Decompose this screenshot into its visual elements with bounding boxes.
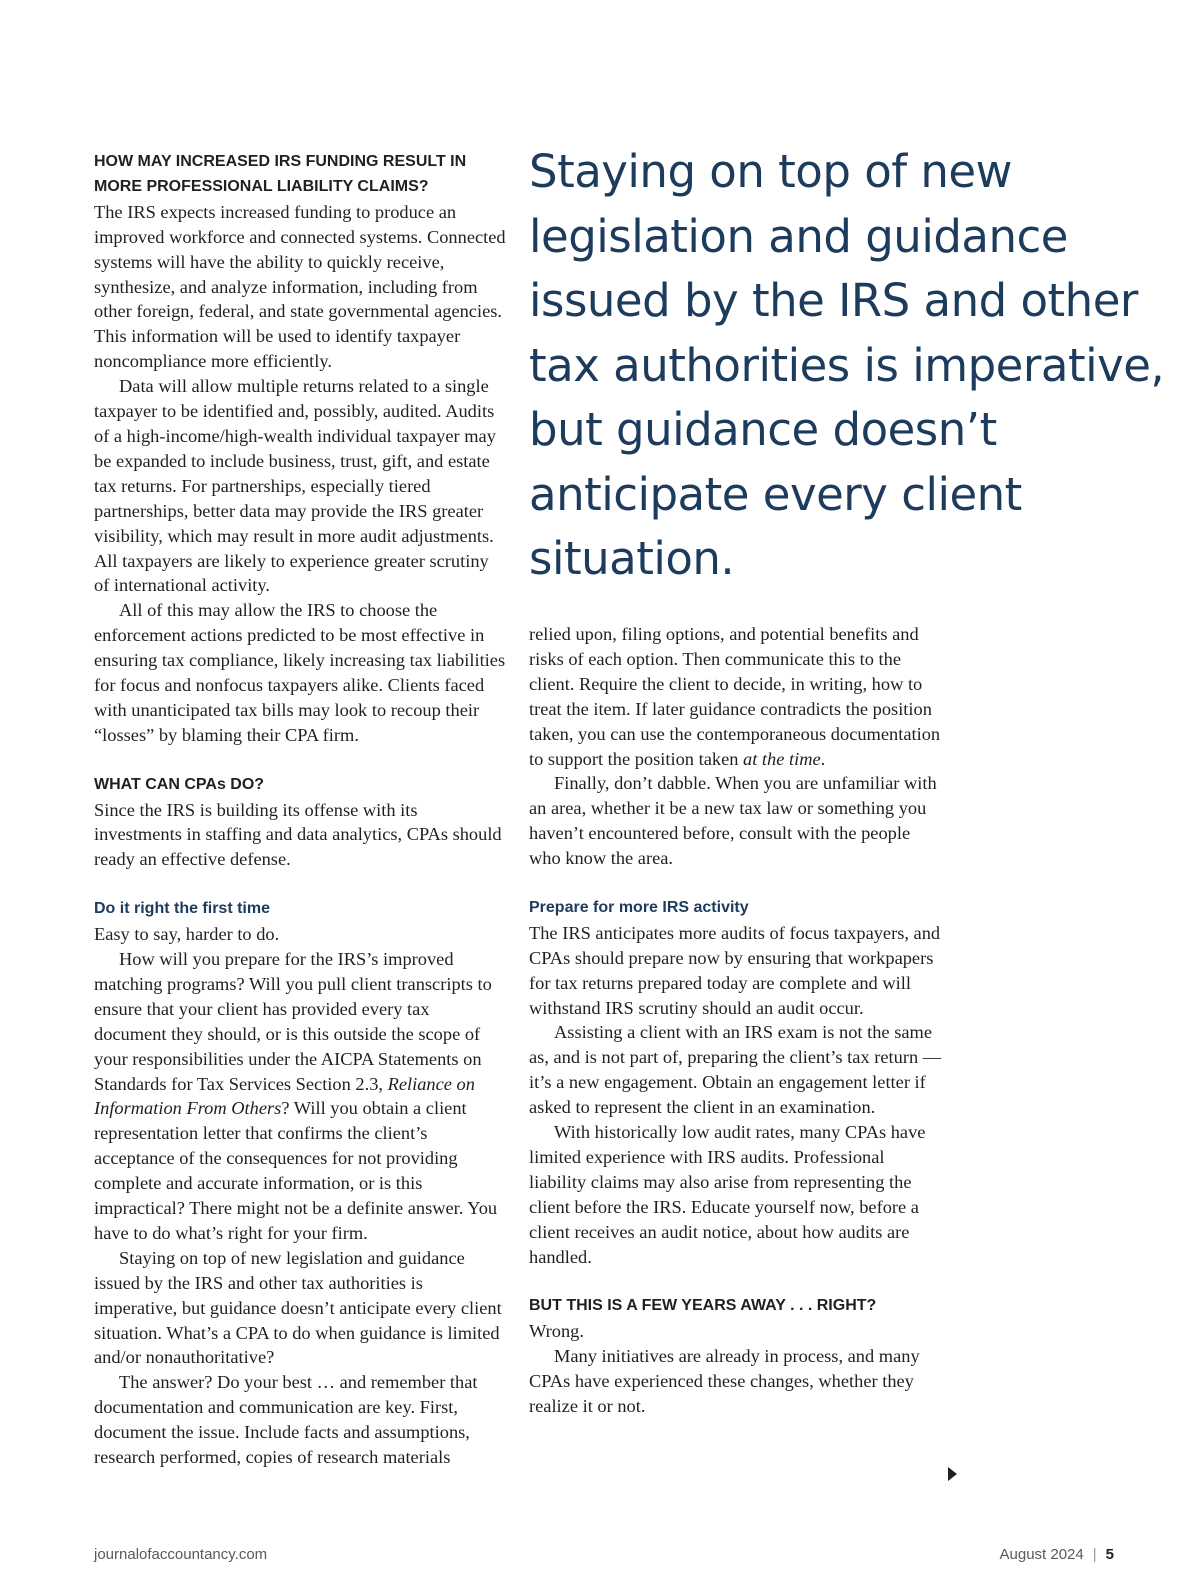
paragraph: Wrong. bbox=[529, 1321, 584, 1342]
text-run: ? Will you obtain a client representation letter that confirms the client’s acceptance of the consequences for not providing complete and accurate information, or is this impractical? There might not be a definite answer. You have to do what’s right for your firm. bbox=[94, 1098, 498, 1243]
footer-page-info bbox=[1000, 1545, 1115, 1565]
section-heading-what-can-cpas-do: WHAT CAN CPAs DO? bbox=[94, 775, 265, 793]
text-run: How will you prepare for the IRS’s improved matching programs? Will you pull client transcripts to ensure that your client has provided every tax document they should, or is this outside the scope of your responsibilities under the AICPA Statements on Standards for Tax Services Section 2.3, bbox=[94, 948, 492, 1094]
paragraph bbox=[94, 947, 506, 1246]
right-column bbox=[529, 622, 944, 1419]
paragraph bbox=[529, 622, 944, 771]
paragraph: The IRS anticipates more audits of focus taxpayers, and CPAs should prepare now by ensuring that workpapers for tax returns prepared today are complete and will withstand IRS scrutiny should an audit occur. bbox=[529, 922, 941, 1018]
paragraph: Staying on top of new legislation and guidance issued by the IRS and other tax authorities is imperative, but guidance doesn’t anticipate every client situation. What’s a CPA to do when guidance is limited and/or nonauthoritative? bbox=[94, 1247, 502, 1368]
subheading-prepare-irs-activity: Prepare for more IRS activity bbox=[529, 898, 749, 916]
paragraph: All of this may allow the IRS to choose the enforcement actions predicted to be most effective in ensuring tax compliance, likely increasing tax liabilities for focus and nonfocus taxpayers alike. Clients faced with unanticipated tax bills may look to recoup their “losses” by blaming their CPA firm. bbox=[94, 600, 506, 745]
paragraph: Assisting a client with an IRS exam is not the same as, and is not part of, preparing the client’s tax return — it’s a new engagement. Obtain an engagement letter if asked to represent the client in an examination. bbox=[529, 1022, 942, 1118]
subheading-do-it-right: Do it right the first time bbox=[94, 900, 270, 918]
paragraph: The IRS expects increased funding to produce an improved workforce and connected systems. Connected systems will have the ability to quickly receive, synthesize, and analyze information, including from other foreign, federal, and state governmental agencies. This information will be used to identify taxpayer noncompliance more efficiently. bbox=[94, 201, 506, 372]
pull-quote: Staying on top of new legislation and guidance issued by the IRS and other tax authorities is imperative, but guidance doesn’t anticipate every client situation. bbox=[529, 145, 1165, 585]
footer-issue-date: August 2024 bbox=[999, 1546, 1084, 1563]
text-run: relied upon, filing options, and potential benefits and risks of each option. Then communicate this to the client. Require the client to decide, in writing, how to treat the item. If later guidance contradicts the position taken, you can use the contemporaneous documentation to support the position taken bbox=[529, 624, 941, 769]
footer-separator: | bbox=[1092, 1546, 1097, 1563]
italic-emphasis: at the time bbox=[743, 748, 821, 769]
section-heading-irs-funding bbox=[94, 150, 506, 200]
paragraph: With historically low audit rates, many CPAs have limited experience with IRS audits. Professional liability claims may also arise from representing the client before the IRS. Educate yourself now, before a client receives an audit notice, about how audits are handled. bbox=[529, 1122, 926, 1267]
text-run: . bbox=[820, 748, 826, 769]
page-number: 5 bbox=[1105, 1546, 1114, 1563]
italic-citation: Reliance on Information From Others bbox=[94, 1073, 475, 1119]
paragraph: Finally, don’t dabble. When you are unfamiliar with an area, whether it be a new tax law or something you haven’t encountered before, consult with the people who know the area. bbox=[529, 773, 937, 869]
section-heading-line-1: HOW MAY INCREASED IRS FUNDING RESULT IN bbox=[94, 153, 467, 170]
paragraph: Since the IRS is building its offense with its investments in staffing and data analytics, CPAs should ready an effective defense. bbox=[94, 799, 502, 870]
left-column bbox=[94, 150, 506, 1470]
paragraph: Easy to say, harder to do. bbox=[94, 924, 280, 945]
section-heading-few-years-away: BUT THIS IS A FEW YEARS AWAY . . . RIGHT? bbox=[529, 1297, 877, 1315]
footer-site-url: journalofaccountancy.com bbox=[94, 1546, 268, 1563]
section-heading-line-2: MORE PROFESSIONAL LIABILITY CLAIMS? bbox=[94, 177, 429, 195]
paragraph: The answer? Do your best … and remember that documentation and communication are key. First, document the issue. Include facts and assumptions, research performed, copies of research materials bbox=[94, 1372, 478, 1468]
continue-arrow-icon bbox=[948, 1467, 957, 1481]
paragraph: Many initiatives are already in process, and many CPAs have experienced these changes, whether they realize it or not. bbox=[529, 1346, 920, 1417]
paragraph: Data will allow multiple returns related to a single taxpayer to be identified and, possibly, audited. Audits of a high-income/high-wealth individual taxpayer may be expanded to include business, trust, gift, and estate tax returns. For partnerships, especially tiered partnerships, better data may provide the IRS greater visibility, which may result in more audit adjustments. All taxpayers are likely to experience greater scrutiny of international activity. bbox=[94, 376, 496, 596]
